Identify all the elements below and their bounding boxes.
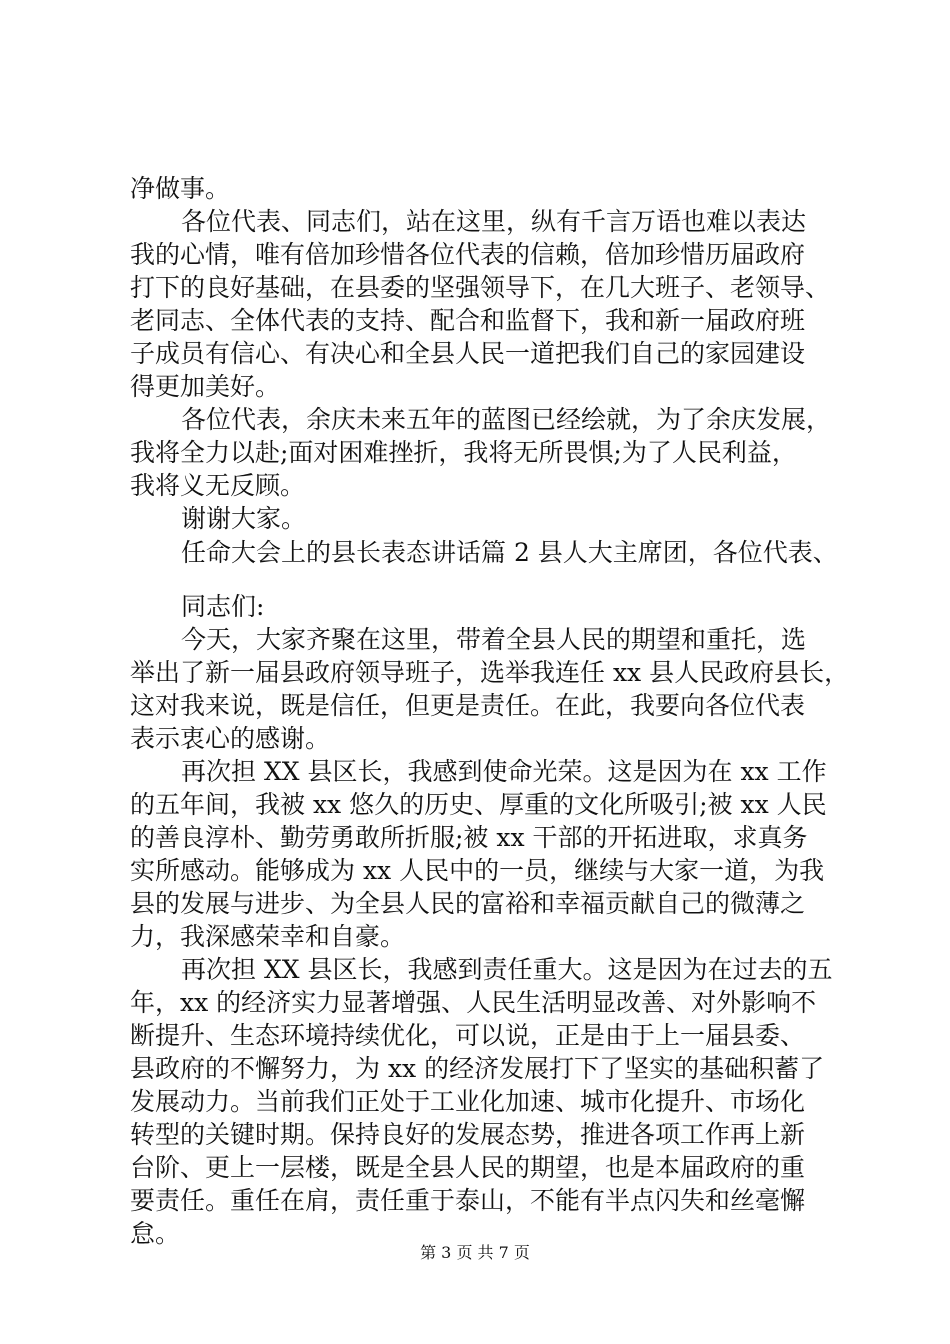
text-line: 各位代表，余庆未来五年的蓝图已经绘就，为了余庆发展， <box>181 405 832 434</box>
text-line: 转型的关键时期。保持良好的发展态势，推进各项工作再上新 <box>130 1120 806 1149</box>
text-line: 我将义无反顾。 <box>130 471 306 500</box>
text-line: 净做事。 <box>130 174 231 203</box>
text-line: 县的发展与进步、为全县人民的富裕和幸福贡献自己的微薄之 <box>130 889 806 918</box>
text-line: 发展动力。当前我们正处于工业化加速、城市化提升、市场化 <box>130 1087 806 1116</box>
text-line: 表示衷心的感谢。 <box>130 724 331 753</box>
text-line: 任命大会上的县长表态讲话篇 2 县人大主席团，各位代表、 <box>181 538 838 567</box>
text-line: 再次担 XX 县区长，我感到责任重大。这是因为在过去的五 <box>181 955 833 984</box>
text-line: 力，我深感荣幸和自豪。 <box>130 922 406 951</box>
text-line: 谢谢大家。 <box>181 504 307 533</box>
page-number-footer: 第 3 页 共 7 页 <box>420 1243 530 1262</box>
text-line: 断提升、生态环境持续优化，可以说，正是由于上一届县委、 <box>130 1021 806 1050</box>
text-line: 子成员有信心、有决心和全县人民一道把我们自己的家园建设 <box>130 339 806 368</box>
text-line: 今天，大家齐聚在这里，带着全县人民的期望和重托，选 <box>181 625 807 654</box>
text-line: 老同志、全体代表的支持、配合和监督下，我和新一届政府班 <box>130 306 806 335</box>
text-line: 再次担 XX 县区长，我感到使命光荣。这是因为在 xx 工作 <box>181 757 827 786</box>
text-line: 的五年间，我被 xx 悠久的历史、厚重的文化所吸引;被 xx 人民 <box>130 790 827 819</box>
text-line: 打下的良好基础，在县委的坚强领导下，在几大班子、老领导、 <box>130 273 831 302</box>
text-line: 各位代表、同志们，站在这里，纵有千言万语也难以表达 <box>181 207 807 236</box>
text-line: 年，xx 的经济实力显著增强、人民生活明显改善、对外影响不 <box>130 988 817 1017</box>
text-line: 我的心情，唯有倍加珍惜各位代表的信赖，倍加珍惜历届政府 <box>130 240 806 269</box>
text-line: 县政府的不懈努力，为 xx 的经济发展打下了坚实的基础积蓄了 <box>130 1054 825 1083</box>
text-line: 怠。 <box>130 1219 181 1248</box>
text-line: 举出了新一届县政府领导班子，选举我连任 xx 县人民政府县长， <box>130 658 850 687</box>
text-line: 的善良淳朴、勤劳勇敢所折服;被 xx 干部的开拓进取，求真务 <box>130 823 808 852</box>
text-line: 台阶、更上一层楼，既是全县人民的期望，也是本届政府的重 <box>130 1153 806 1182</box>
text-line: 同志们: <box>181 592 265 621</box>
text-line: 我将全力以赴;面对困难挫折，我将无所畏惧;为了人民利益， <box>130 438 797 467</box>
text-line: 得更加美好。 <box>130 372 281 401</box>
text-line: 实所感动。能够成为 xx 人民中的一员，继续与大家一道，为我 <box>130 856 825 885</box>
text-line: 这对我来说，既是信任，但更是责任。在此，我要向各位代表 <box>130 691 806 720</box>
text-line: 要责任。重任在肩，责任重于泰山，不能有半点闪失和丝毫懈 <box>130 1186 806 1215</box>
